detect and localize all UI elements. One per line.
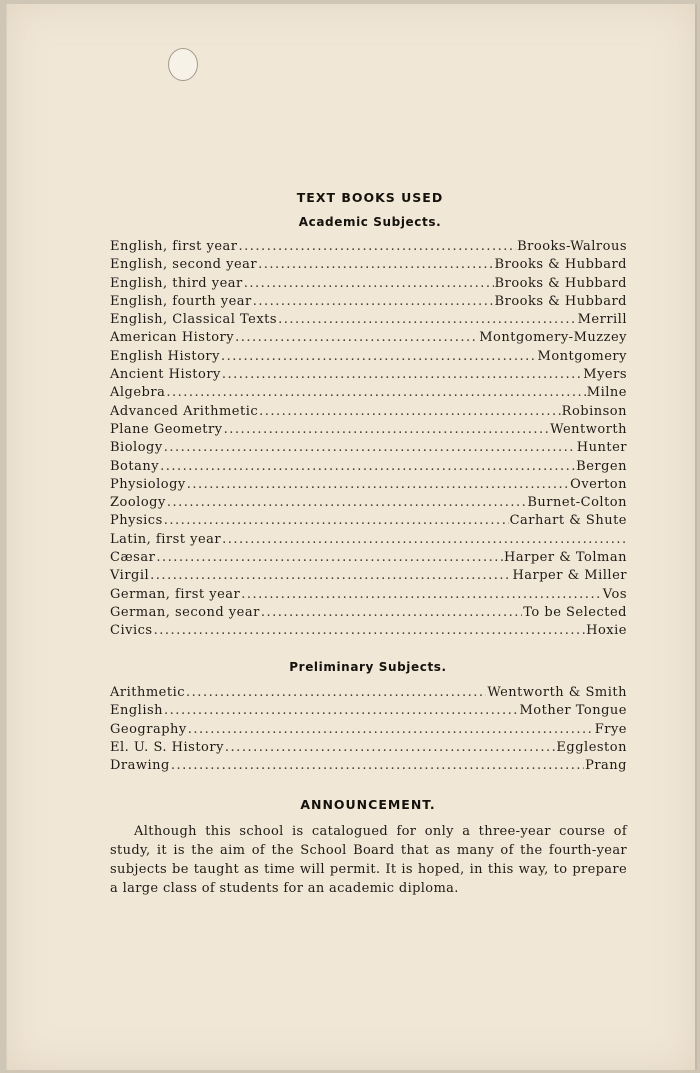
textbook-name: Wentworth & Smith	[487, 685, 627, 700]
dot-leader	[154, 622, 586, 640]
subject-name: El. U. S. History	[110, 739, 224, 755]
textbook-name: Vos	[602, 586, 627, 602]
textbook-row	[110, 757, 627, 775]
preliminary-subjects-heading: Preliminary Subjects.	[289, 660, 447, 674]
subject-name: Cæsar	[110, 550, 156, 566]
textbook-row	[110, 721, 627, 739]
dot-leader	[188, 721, 594, 739]
dot-leader	[150, 567, 511, 585]
subject-name: English	[110, 703, 164, 719]
preliminary-subjects-list	[110, 684, 627, 775]
textbook-row	[110, 739, 627, 757]
dot-leader	[171, 757, 584, 775]
subject-name: Ancient History	[110, 367, 221, 383]
subject-name: Drawing	[110, 758, 170, 774]
textbook-name: Mother Tongue	[519, 703, 627, 719]
textbook-name: Merrill	[577, 312, 627, 328]
textbook-row	[110, 604, 627, 622]
dot-leader	[278, 311, 577, 329]
subject-name: English, first year	[110, 239, 238, 254]
textbook-name: Overton	[570, 476, 627, 492]
textbook-name: Wentworth	[550, 421, 627, 437]
textbook-row	[110, 384, 627, 402]
dot-leader	[222, 531, 626, 549]
textbook-name: To be Selected	[523, 604, 627, 620]
textbook-name: Robinson	[561, 403, 627, 419]
textbook-name: Milne	[586, 385, 627, 401]
subject-name: English, Classical Texts	[110, 312, 278, 328]
dot-leader	[160, 458, 575, 476]
subject-name: Geography	[110, 721, 187, 737]
dot-leader	[164, 512, 509, 530]
dot-leader	[258, 256, 493, 274]
academic-subjects-list	[110, 238, 627, 641]
subject-name: German, first year	[110, 586, 241, 602]
textbook-row	[110, 238, 627, 256]
subject-name: Latin, first year	[110, 531, 222, 547]
textbook-name: Frye	[594, 721, 627, 737]
dot-leader	[221, 348, 537, 366]
textbook-row	[110, 439, 627, 457]
textbook-row	[110, 549, 627, 567]
dot-leader	[253, 293, 494, 311]
textbook-name: Eggleston	[556, 739, 627, 755]
subject-name: English, fourth year	[110, 293, 252, 309]
subject-name: Plane Geometry	[110, 421, 223, 437]
dot-leader	[225, 739, 555, 757]
catalog-page	[6, 4, 697, 1070]
textbook-name: Carhart & Shute	[509, 513, 627, 529]
textbook-row	[110, 366, 627, 384]
subject-name: Virgil	[110, 568, 150, 584]
textbook-row	[110, 256, 627, 274]
subject-name: Biology	[110, 440, 163, 456]
textbook-row	[110, 476, 627, 494]
textbook-name: Bergen	[576, 458, 627, 474]
textbook-name: Myers	[583, 367, 627, 383]
textbook-row	[110, 684, 627, 702]
textbook-row	[110, 311, 627, 329]
textbook-name: Burnet-Colton	[527, 495, 627, 511]
textbook-name: Hoxie	[586, 623, 627, 639]
academic-subjects-heading: Academic Subjects.	[298, 215, 442, 229]
textbook-name: Prang	[585, 758, 627, 774]
dot-leader	[241, 586, 602, 604]
subject-name: English, second year	[110, 257, 258, 273]
textbook-row	[110, 622, 627, 640]
dot-leader	[187, 476, 569, 494]
textbook-name: Montgomery-Muzzey	[479, 330, 627, 346]
textbook-name: Brooks & Hubbard	[494, 275, 627, 291]
subject-name: Physics	[110, 513, 163, 529]
subject-name: English, third year	[110, 275, 243, 291]
dot-leader	[164, 702, 518, 720]
dot-leader	[186, 684, 486, 702]
textbook-row	[110, 567, 627, 585]
subject-name: Arithmetic	[110, 685, 186, 700]
dot-leader	[235, 329, 478, 347]
textbook-row	[110, 531, 627, 549]
dot-leader	[261, 604, 522, 622]
textbook-row	[110, 458, 627, 476]
textbook-row	[110, 403, 627, 421]
subject-name: Algebra	[110, 385, 166, 401]
announcement-heading: ANNOUNCEMENT.	[300, 797, 436, 812]
textbook-row	[110, 329, 627, 347]
dot-leader	[166, 384, 585, 402]
textbook-row	[110, 275, 627, 293]
textbook-name: Brooks & Hubbard	[494, 293, 627, 309]
subject-name: American History	[110, 330, 235, 346]
page-title: TEXT BOOKS USED	[296, 190, 444, 205]
dot-leader	[224, 421, 550, 439]
dot-leader	[156, 549, 503, 567]
textbook-name: Harper & Tolman	[504, 550, 627, 566]
subject-name: Civics	[110, 623, 153, 639]
subject-name: Botany	[110, 458, 160, 474]
subject-name: Zoology	[110, 495, 166, 511]
textbook-name: Brooks & Hubbard	[494, 257, 627, 273]
textbook-row	[110, 586, 627, 604]
subject-name: English History	[110, 348, 220, 364]
textbook-row	[110, 494, 627, 512]
dot-leader	[222, 366, 582, 384]
textbook-row	[110, 421, 627, 439]
textbook-row	[110, 702, 627, 720]
subject-name: Physiology	[110, 476, 186, 492]
punch-hole	[168, 48, 198, 81]
announcement-text: Although this school is catalogued for only a three-year course of study, it is the aim of the School Board that as many of the fourth-year subjects be taught as time will permit. It is hoped, in this way, to prepare a large class of students for an academic diploma.	[110, 824, 627, 896]
dot-leader	[167, 494, 526, 512]
dot-leader	[244, 275, 494, 293]
dot-leader	[239, 238, 517, 256]
textbook-name: Hunter	[576, 440, 627, 456]
subject-name: Advanced Arithmetic	[110, 403, 259, 419]
textbook-row	[110, 348, 627, 366]
dot-leader	[259, 403, 561, 421]
textbook-name: Harper & Miller	[512, 568, 627, 584]
textbook-name: Montgomery	[537, 348, 627, 364]
dot-leader	[164, 439, 576, 457]
textbook-row	[110, 512, 627, 530]
textbook-name: Brooks-Walrous	[517, 239, 627, 254]
textbook-row	[110, 293, 627, 311]
subject-name: German, second year	[110, 604, 260, 620]
